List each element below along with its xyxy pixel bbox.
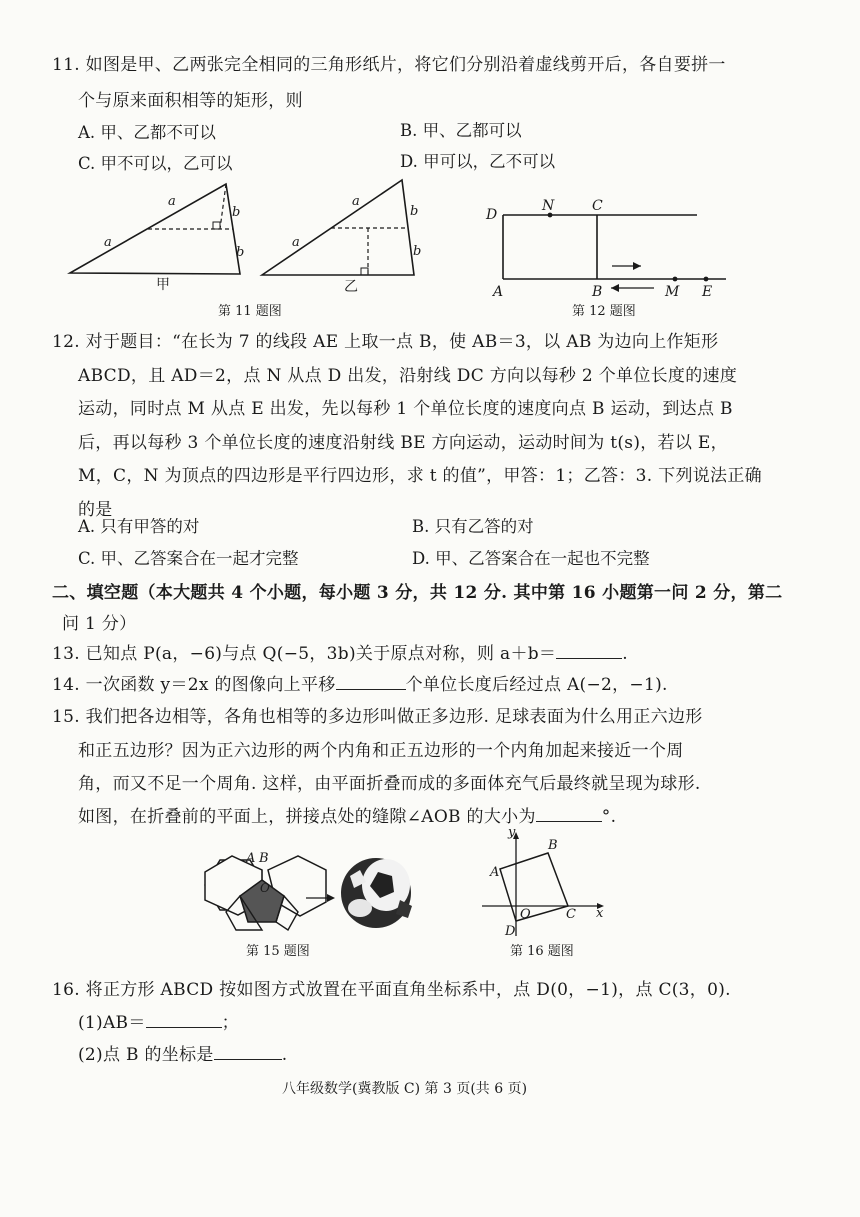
- q12-line2: ABCD，且 AD＝2，点 N 从点 D 出发，沿射线 DC 方向以每秒 2 个单位长度的速度: [78, 366, 738, 386]
- q12-pt-B: B: [592, 284, 603, 300]
- q11-option-c: C. 甲不可以，乙可以: [78, 154, 233, 173]
- jia-label-b2: b: [236, 245, 245, 260]
- q15-line2: 和正五边形？因为正六边形的两个内角和正五边形的一个内角加起来接近一个周: [78, 741, 684, 761]
- q12-pt-E: E: [702, 284, 713, 300]
- q12-pt-C: C: [592, 198, 603, 214]
- jia-label-b1: b: [232, 205, 241, 220]
- q12-line5: M，C，N 为顶点的四边形是平行四边形，求 t 的值”，甲答：1；乙答：3. 下列说法正确: [78, 466, 762, 486]
- jia-label-a1: a: [168, 194, 176, 209]
- q15-line3: 角，而又不足一个周角. 这样，由平面折叠而成的多面体充气后最终就呈现为球形.: [78, 774, 701, 794]
- q16-sub1-blank: [146, 1013, 222, 1028]
- section2-heading-line2: 问 1 分）: [62, 614, 137, 634]
- q13: 13. 已知点 P(a，−6)与点 Q(−5，3b)关于原点对称，则 a＋b＝ .: [52, 644, 628, 664]
- jia-label: 甲: [156, 277, 170, 293]
- q12-pt-M: M: [665, 284, 680, 300]
- q16-sub1: (1)AB＝ ；: [78, 1013, 239, 1033]
- q15-line1: 15. 我们把各边相等，各角也相等的多边形叫做正多边形. 足球表面为什么用正六边形: [52, 707, 703, 727]
- q12-caption: 第 12 题图: [572, 304, 636, 319]
- q16-pt-D: D: [505, 924, 516, 939]
- q11-caption: 第 11 题图: [218, 304, 282, 319]
- yi-label-b2: b: [413, 244, 422, 259]
- q16-axis-y: y: [508, 825, 516, 840]
- q12-pt-A: A: [493, 284, 504, 300]
- q16-axis-x: x: [596, 906, 604, 921]
- q11-stem-line1: 11. 如图是甲、乙两张完全相同的三角形纸片，将它们分别沿着虚线剪开后，各自要拼一: [52, 55, 726, 75]
- q16-sub2: (2)点 B 的坐标是 .: [78, 1045, 288, 1065]
- q16-line1: 16. 将正方形 ABCD 按如图方式放置在平面直角坐标系中，点 D(0，−1)，点 C(3，0).: [52, 980, 731, 1000]
- q14: 14. 一次函数 y＝2x 的图像向上平移 个单位长度后经过点 A(−2，−1).: [52, 675, 668, 695]
- yi-label: 乙: [344, 279, 358, 295]
- q16-pt-C: C: [566, 907, 576, 922]
- q16-pt-A: A: [490, 865, 500, 880]
- q12-option-a: A. 只有甲答的对: [78, 517, 200, 536]
- q12-pt-D: D: [486, 207, 498, 223]
- q16-sub2-blank: [214, 1045, 282, 1060]
- q15-pt-O: O: [260, 881, 270, 895]
- q11-option-a: A. 甲、乙都不可以: [78, 123, 216, 142]
- q12-line4: 后，再以每秒 3 个单位长度的速度沿射线 BE 方向运动，运动时间为 t(s)，若以 E，: [78, 433, 728, 453]
- q15-pt-B: B: [259, 851, 269, 866]
- q15-pt-A: A: [246, 851, 256, 866]
- q16-pt-B: B: [548, 838, 558, 853]
- yi-label-b1: b: [410, 204, 419, 219]
- q12-line6: 的是: [78, 500, 113, 520]
- q11-stem-line2: 个与原来面积相等的矩形，则: [78, 91, 303, 111]
- q12-option-d: D. 甲、乙答案合在一起也不完整: [412, 549, 650, 568]
- page-footer: 八年级数学(冀教版 C) 第 3 页(共 6 页): [282, 1081, 528, 1097]
- q15-line4: 如图，在折叠前的平面上，拼接点处的缝隙∠AOB 的大小为 °.: [78, 807, 617, 827]
- yi-label-a2: a: [292, 235, 300, 250]
- q12-line1: 12. 对于题目：“在长为 7 的线段 AE 上取一点 B，使 AB＝3，以 AB 为边向上作矩形: [52, 332, 719, 352]
- q16-caption: 第 16 题图: [510, 944, 574, 959]
- q12-option-c: C. 甲、乙答案合在一起才完整: [78, 549, 299, 568]
- q11-option-b: B. 甲、乙都可以: [400, 121, 522, 140]
- q16-pt-O: O: [520, 907, 531, 922]
- yi-label-a1: a: [352, 194, 360, 209]
- jia-label-a2: a: [104, 235, 112, 250]
- soccer-ball-image: [341, 858, 412, 928]
- q11-option-d: D. 甲可以，乙不可以: [400, 152, 556, 171]
- q12-line3: 运动，同时点 M 从点 E 出发，先以每秒 1 个单位长度的速度向点 B 运动，到达点 B: [78, 399, 733, 419]
- section2-heading-line1: 二、填空题（本大题共 4 个小题，每小题 3 分，共 12 分. 其中第 16 小题第一问 2 分，第二: [52, 583, 783, 603]
- q15-caption: 第 15 题图: [246, 944, 310, 959]
- q12-pt-N: N: [542, 198, 555, 214]
- q12-option-b: B. 只有乙答的对: [412, 517, 534, 536]
